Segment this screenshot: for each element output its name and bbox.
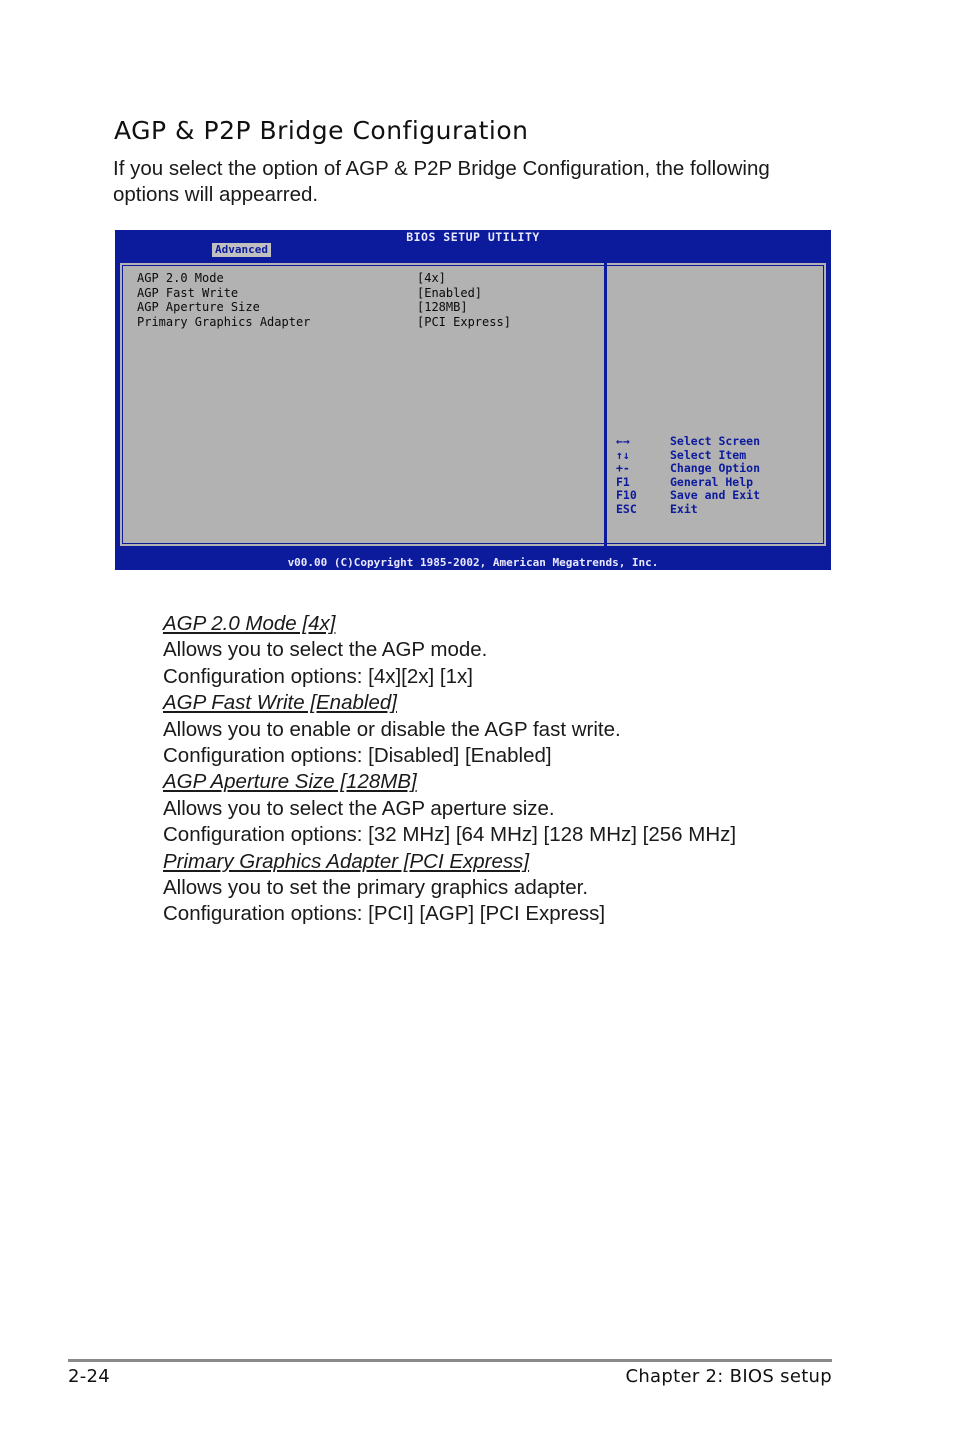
key-legend-item <box>616 435 760 449</box>
tab-advanced[interactable]: Advanced <box>212 243 271 257</box>
option-description: Allows you to enable or disable the AGP fast write. <box>163 717 621 741</box>
key-label: F10 <box>616 488 637 503</box>
option-config: Configuration options: [PCI] [AGP] [PCI Express] <box>163 902 606 926</box>
section-heading: AGP & P2P Bridge Configuration <box>114 116 529 145</box>
bios-copyright: v00.00 (C)Copyright 1985-2002, American Megatrends, Inc. <box>287 556 659 569</box>
setting-label: AGP Fast Write <box>137 285 239 300</box>
bios-main-panel <box>118 261 828 548</box>
key-action: Change Option <box>670 461 761 476</box>
setting-value: [PCI Express] <box>417 314 511 329</box>
bios-setting-primary-graphics[interactable] <box>137 315 511 330</box>
setting-value: [Enabled] <box>417 285 483 300</box>
bios-panel-divider <box>604 263 607 546</box>
bios-title: BIOS SETUP UTILITY <box>406 230 540 244</box>
bios-key-legend <box>616 435 760 517</box>
option-config: Configuration options: [4x][2x] [1x] <box>163 664 473 688</box>
intro-paragraph: If you select the option of AGP & P2P Bridge Configuration, the following options will appearred. <box>113 157 770 206</box>
bios-settings-list <box>137 271 511 329</box>
key-label: ↑↓ <box>616 447 630 462</box>
setting-label: AGP Aperture Size <box>137 300 260 314</box>
option-title-aperture-size: AGP Aperture Size [128MB] <box>163 770 417 794</box>
bios-setting-agp-fast-write[interactable] <box>137 286 511 301</box>
setting-value: [4x] <box>417 271 446 285</box>
bios-setting-aperture-size[interactable] <box>137 300 511 315</box>
option-descriptions <box>163 611 863 928</box>
key-label: +- <box>616 461 630 476</box>
option-description: Allows you to set the primary graphics adapter. <box>163 876 589 900</box>
setting-label: Primary Graphics Adapter <box>137 314 311 329</box>
key-label: ESC <box>616 501 637 516</box>
option-config: Configuration options: [Disabled] [Enabled] <box>163 744 552 768</box>
key-legend-item <box>616 476 760 490</box>
key-legend-item <box>616 489 760 503</box>
key-legend-item <box>616 449 760 463</box>
footer-divider <box>68 1359 832 1362</box>
chapter-title: Chapter 2: BIOS setup <box>625 1366 832 1387</box>
option-config: Configuration options: [32 MHz] [64 MHz] [128 MHz] [256 MHz] <box>163 823 737 847</box>
option-title-primary-graphics: Primary Graphics Adapter [PCI Express] <box>163 849 530 873</box>
key-action: Select Screen <box>670 434 761 448</box>
key-label: ←→ <box>616 434 630 448</box>
setting-value: [128MB] <box>417 300 468 314</box>
key-legend-item <box>616 503 760 517</box>
key-action: Save and Exit <box>670 488 761 503</box>
setting-label: AGP 2.0 Mode <box>137 271 224 285</box>
bios-setting-agp-mode[interactable] <box>137 271 511 286</box>
key-label: F1 <box>616 474 630 489</box>
page-number: 2-24 <box>68 1366 111 1387</box>
key-action: General Help <box>670 474 754 489</box>
key-action: Select Item <box>670 447 747 462</box>
option-title-agp-mode: AGP 2.0 Mode [4x] <box>163 612 336 635</box>
key-legend-item <box>616 462 760 476</box>
bios-screenshot <box>115 230 831 570</box>
option-description: Allows you to select the AGP aperture size. <box>163 796 555 820</box>
key-action: Exit <box>670 501 698 516</box>
option-title-fast-write: AGP Fast Write [Enabled] <box>163 691 397 715</box>
option-description: Allows you to select the AGP mode. <box>163 638 488 662</box>
